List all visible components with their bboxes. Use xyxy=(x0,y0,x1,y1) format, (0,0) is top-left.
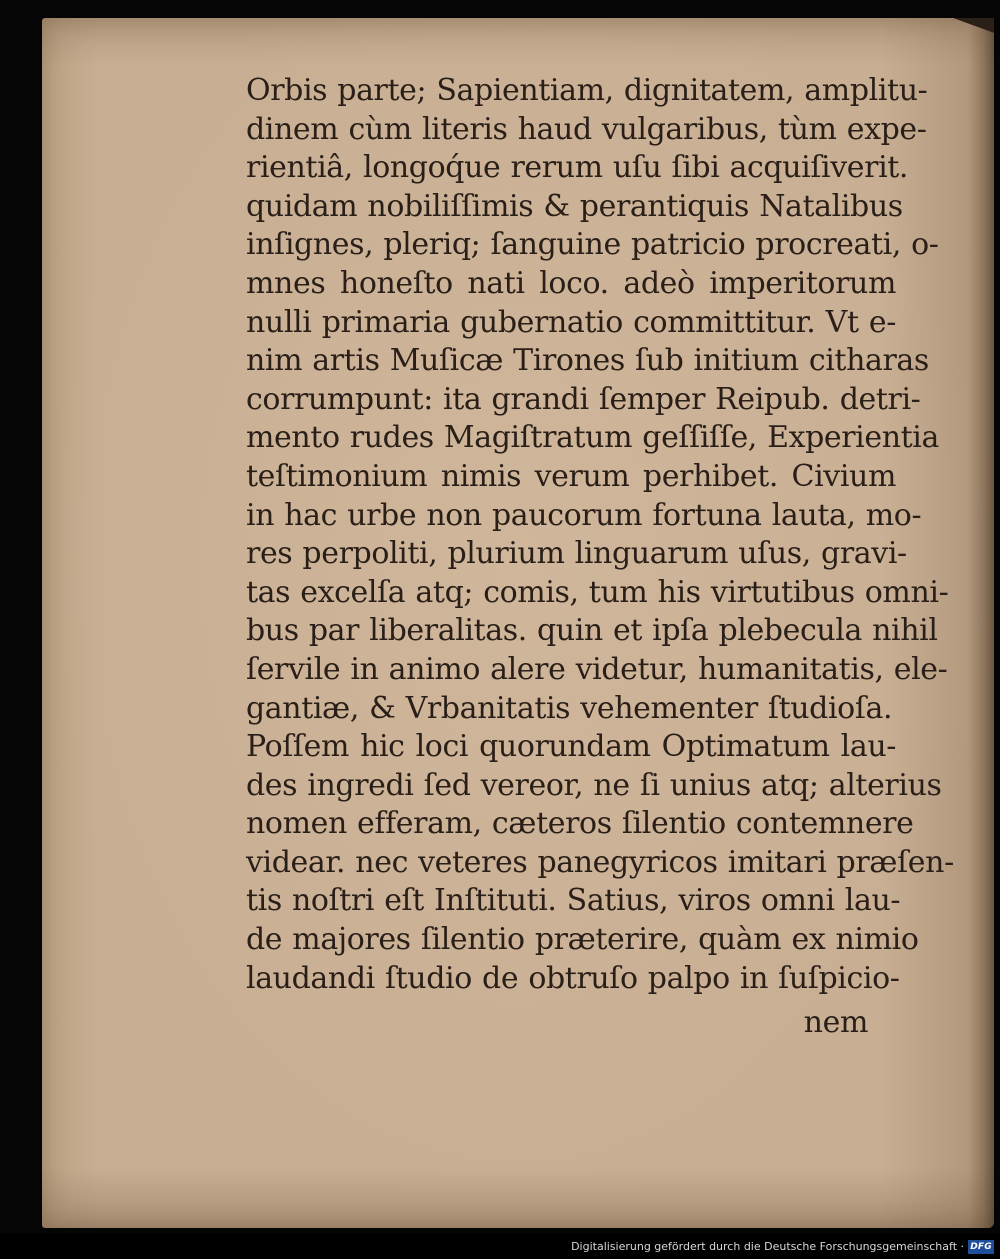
text-line: in hac urbe non paucorum fortuna lauta, mo- xyxy=(246,497,922,533)
text-line: Orbis parte; Sapientiam, dignitatem, amplitu- xyxy=(246,73,928,108)
page-text xyxy=(246,72,954,1043)
text-line: laudandi ſtudio de obtruſo palpo in ſuſpicio- xyxy=(246,960,900,996)
text-line: tis noſtri eſt Inſtituti. Satius, viros omni lau- xyxy=(246,883,901,919)
text-line: Poſſem hic loci quorundam Optimatum lau- xyxy=(246,729,896,765)
text-line: dinem cùm literis haud vulgaribus, tùm expe- xyxy=(246,111,927,147)
text-line: inſignes, pleriq; ſanguine patricio procreati, o- xyxy=(246,227,939,263)
text-line: ſervile in animo alere videtur, humanitatis, ele- xyxy=(246,651,948,687)
catchword: nem xyxy=(803,1005,868,1041)
text-line: rientiâ, longoq́ue rerum uſu ſibi acquiſiverit. xyxy=(246,150,909,186)
dfg-logo-icon: DFG xyxy=(968,1240,994,1254)
text-line: nulli primaria gubernatio committitur. Vt e- xyxy=(246,304,896,340)
text-line: nomen efferam, cæteros ſilentio contemnere xyxy=(246,806,914,842)
text-line: tas excelſa atq; comis, tum his virtutibus omni- xyxy=(246,574,949,610)
corner-fold xyxy=(934,18,994,38)
text-line: gantiæ, & Vrbanitatis vehementer ſtudioſa. xyxy=(246,690,893,726)
footer-bar xyxy=(0,1233,1000,1259)
funding-credit: Digitalisierung gefördert durch die Deutsche Forschungsgemeinschaft · xyxy=(571,1240,964,1253)
text-line: de majores ſilentio præterire, quàm ex nimio xyxy=(246,922,919,958)
text-line: bus par liberalitas. quin et ipſa plebecula nihil xyxy=(246,613,938,649)
text-line: nim artis Muſicæ Tirones ſub initium citharas xyxy=(246,343,929,379)
text-line: videar. nec veteres panegyricos imitari præſen- xyxy=(246,844,954,880)
text-line: des ingredi ſed vereor, ne ſi unius atq; alterius xyxy=(246,767,942,803)
text-line: teſtimonium nimis verum perhibet. Civium xyxy=(246,458,896,494)
text-line: res perpoliti, plurium linguarum uſus, gravi- xyxy=(246,536,907,572)
page-edge-shadow xyxy=(968,18,994,1228)
text-line: mento rudes Magiſtratum geſſiſſe, Experientia xyxy=(246,420,939,456)
text-line: mnes honeſto nati loco. adeò imperitorum xyxy=(246,265,896,301)
text-line: corrumpunt: ita grandi ſemper Reipub. detri- xyxy=(246,381,921,417)
text-line: quidam nobiliſſimis & perantiquis Natalibus xyxy=(246,188,903,224)
